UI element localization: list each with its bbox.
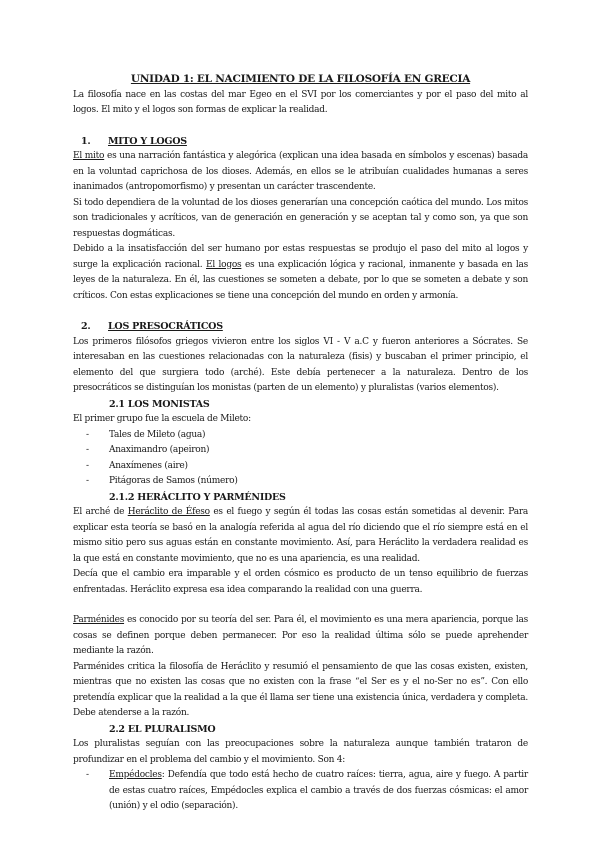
monistas-list [73, 428, 528, 490]
list-dash: - [86, 770, 89, 780]
intro-paragraph: La filosofía nace en las costas del mar Egeo en el SVI por los comerciantes y por el paso del mito al logos. El mito y el logos son formas de explicar la realidad. [73, 89, 528, 115]
term-mito: El mito [73, 151, 105, 161]
mito-text: es una narración fantástica y alegórica (explican una idea basada en símbolos y escenas) basada en la voluntad caprichosa de los dioses. Además, en ellos se le atribuían cualidades humanas a seres inanimados (antropomorfismo) y presentan un carácter trascendente. [73, 151, 528, 192]
pluralismo-paragraph: Los pluralistas seguían con las preocupaciones sobre la naturaleza aunque también trataron de profundizar en el problema del cambio y el movimiento. Son 4: [73, 739, 528, 765]
parmenides-paragraph-2: Parménides critica la filosofía de Heráclito y resumió el pensamiento de que las cosas existen, existen, mientras que no existen las cosas que no existen con la frase “el Ser es y el no-Ser no es”. Con ello pretendía explicar que la realidad a la que él llama ser tiene una existencia única, verdadera y completa. Debe atenderse a la razón. [73, 661, 528, 718]
section-2-number: 2. [81, 321, 91, 332]
list-item: - Empédocles: Defendía que todo está hecho de cuatro raíces: tierra, agua, aire y fuego. A partir de estas cuatro raíces, Empédocles explica el cambio a través de dos fuerzas cósmicas: el amor (unión) y el odio (separación). [86, 770, 528, 811]
logos-text-a: Debido a la insatisfacción del ser humano por estas respuestas se produjo el paso del mito al logos y surge la explicación racional. [73, 244, 528, 270]
section-2-heading [81, 319, 528, 335]
list-item: - Anaxímenes (aire) [73, 459, 528, 475]
term-parmenides: Parménides [73, 615, 125, 625]
list-item: - Pitágoras de Samos (número) [73, 474, 528, 490]
mito-paragraph [73, 149, 528, 196]
list-dash: - [86, 429, 89, 440]
heraclito-paragraph-2: Decía que el cambio era imparable y el orden cósmico es producto de un tenso equilibrio de fuerzas enfrentadas. Heráclito expresa esa idea comparando la realidad con una guerra. [73, 569, 528, 595]
section-2-title: LOS PRESOCRÁTICOS [108, 321, 223, 332]
section-1-title: MITO Y LOGOS [108, 135, 187, 147]
list-dash: - [86, 460, 89, 471]
heraclito-parmenides-heading: 2.1.2 HERÁCLITO Y PARMÉNIDES [109, 491, 286, 503]
pluralistas-list [73, 768, 528, 815]
list-dash: - [86, 476, 89, 486]
list-item: - Anaximandro (apeiron) [73, 443, 528, 459]
heraclito-paragraph: El arché de Heráclito de Éfeso es el fuego y según él todas las cosas están sometidas al devenir. Para explicar esta teoría se basó en la analogía referida al agua del río diciendo que el río siempre está en el mismo sitio pero sus aguas están en constante movimiento. Así, para Heráclito la verdadera realidad es la que está en constante movimiento, que no es una apariencia, es una realidad. [73, 507, 528, 564]
presocraticos-paragraph: Los primeros filósofos griegos vivieron entre los siglos VI - V a.C y fueron anteriores a Sócrates. Se interesaban en las cuestiones relacionadas con la naturaleza (fisis) y buscaban el primer principio, el elemento del que surgiera todo (arché). Este debía pertenecer a la naturaleza. Dentro de los presocráticos se distinguían los monistas (parten de un elemento) y pluralistas (varios elementos). [73, 336, 528, 393]
logos-text-b: es una explicación lógica y racional, inmanente y basada en las leyes de la naturaleza. En él, las cuestiones se someten a debate, por lo que se someten a debate y son críticos. Con estas explicaciones se tiene una concepción del mundo en orden y armonía. [73, 259, 529, 301]
term-logos: El logos [206, 259, 242, 270]
mitos-paragraph: Si todo dependiera de la voluntad de los dioses generarían una concepción caótica del mundo. Los mitos son tradicionales y acríticos, van de generación en generación y se aceptan tal y como son, ya que son respuestas dogmáticas. [73, 197, 528, 239]
section-1-heading [81, 134, 528, 150]
parmenides-paragraph: Parménides es conocido por su teoría del ser. Para él, el movimiento es una mera apariencia, porque las cosas se definen porque deben permanecer. Por eso la realidad última sólo se puede aprehender mediante la razón. [73, 615, 528, 656]
monistas-intro: El primer grupo fue la escuela de Mileto: [73, 414, 251, 424]
list-dash: - [86, 445, 89, 455]
paragraph-gap [73, 598, 528, 613]
term-heraclito: Heráclito de Éfeso [127, 507, 210, 517]
pluralismo-heading: 2.2 EL PLURALISMO [109, 723, 216, 735]
term-empedocles: Empédocles [109, 770, 162, 780]
monistas-heading: 2.1 LOS MONISTAS [109, 398, 210, 410]
logos-paragraph [73, 242, 528, 304]
list-item: - Tales de Mileto (agua) [73, 428, 528, 444]
page-content [73, 72, 528, 815]
section-1-number: 1. [81, 135, 91, 147]
document-title: UNIDAD 1: EL NACIMIENTO DE LA FILOSOFÍA EN GRECIA [130, 73, 471, 85]
